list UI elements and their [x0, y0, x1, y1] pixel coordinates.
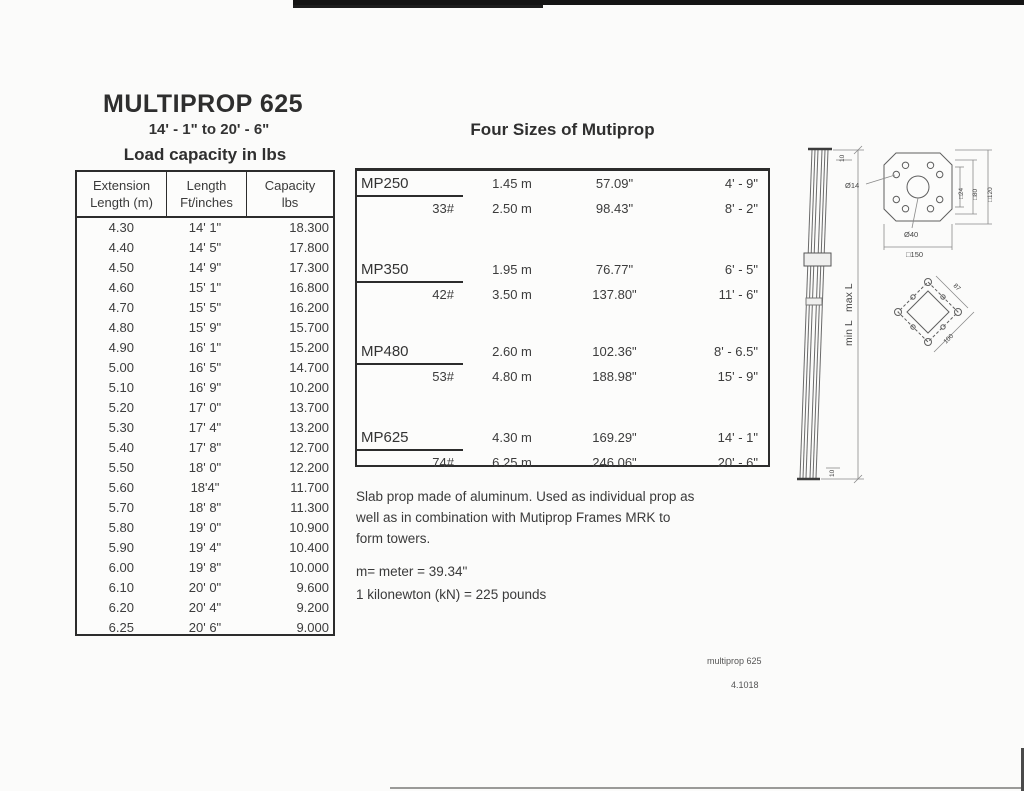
cell-extension-length: 4.90 [108, 340, 134, 355]
size-group [357, 172, 768, 221]
cell-capacity: 10.200 [289, 380, 329, 395]
cell-length-ftinches: 15' 5" [188, 300, 222, 315]
footer-doc-name: multiprop 625 [707, 656, 762, 666]
size-weight-row [357, 451, 768, 475]
meter-conversion: m= meter = 39.34" [356, 564, 468, 579]
size-weight-row [357, 365, 768, 389]
header-line: Extension [92, 178, 151, 193]
closed-length-inches: 169.29" [592, 430, 637, 445]
cell-extension-length: 4.30 [108, 220, 134, 235]
max-l-label: max L [843, 283, 855, 312]
table-row [77, 338, 333, 358]
cell-capacity: 15.200 [289, 340, 329, 355]
cell-length-ftinches: 19' 0" [188, 520, 222, 535]
table-row [77, 498, 333, 518]
head-plate-detail [884, 153, 952, 221]
table-row [77, 578, 333, 598]
prop-elevation-drawing [797, 149, 832, 479]
description-note: Slab prop made of aluminum. Used as individual prop as well as in combination with Mutiprop Frames MRK to form towers. [356, 489, 695, 546]
scan-artifact-bottom [390, 787, 1024, 789]
load-capacity-table [75, 170, 335, 636]
sizes-table [355, 168, 770, 470]
extended-length-m: 6.25 m [492, 455, 532, 470]
cell-extension-length: 5.80 [108, 520, 134, 535]
closed-length-inches: 57.09" [595, 176, 634, 191]
cell-length-ftinches: 20' 6" [188, 620, 222, 635]
cell-extension-length: 4.50 [108, 260, 134, 275]
table-row [77, 558, 333, 578]
bottom-thickness-label: 10 [829, 469, 836, 477]
cell-extension-length: 5.30 [108, 420, 134, 435]
cell-capacity: 12.700 [289, 440, 329, 455]
scan-artifact-top-notch [293, 5, 543, 8]
closed-length-ftin: 4' - 9" [724, 176, 758, 191]
cell-length-ftinches: 17' 8" [188, 440, 222, 455]
size-name-row [357, 172, 768, 196]
cell-extension-length: 5.00 [108, 360, 134, 375]
load-table-title: Load capacity in lbs [123, 145, 287, 164]
square-80-label: □80 [972, 188, 979, 200]
cell-extension-length: 4.60 [108, 280, 134, 295]
cell-capacity: 9.600 [296, 580, 329, 595]
header-extension-length [77, 172, 167, 216]
cell-capacity: 17.800 [289, 240, 329, 255]
cell-length-ftinches: 14' 9" [188, 260, 222, 275]
closed-length-m: 1.45 m [492, 176, 532, 191]
size-name: MP350 [361, 261, 409, 278]
cell-length-ftinches: 20' 4" [188, 600, 222, 615]
closed-length-m: 2.60 m [492, 344, 532, 359]
section-87-label: 87 [951, 282, 962, 293]
square-120-label: □120 [987, 187, 994, 202]
cell-length-ftinches: 20' 0" [188, 580, 222, 595]
cell-capacity: 11.300 [290, 500, 329, 515]
cell-length-ftinches: 19' 4" [188, 540, 222, 555]
table-row [77, 478, 333, 498]
extended-length-ftin: 11' - 6" [718, 287, 758, 302]
header-line: Ft/inches [180, 195, 233, 210]
conversion-notes [356, 560, 546, 606]
closed-length-m: 1.95 m [492, 262, 532, 277]
plate-width-label: □150 [906, 250, 924, 259]
extended-length-inches: 188.98" [592, 369, 637, 384]
header-line: lbs [281, 195, 299, 210]
cell-length-ftinches: 15' 1" [188, 280, 222, 295]
cell-capacity: 17.300 [289, 260, 329, 275]
closed-length-ftin: 8' - 6.5" [714, 344, 758, 359]
cell-extension-length: 5.40 [108, 440, 134, 455]
cell-length-ftinches: 18'4" [190, 480, 220, 495]
cell-length-ftinches: 17' 0" [188, 400, 222, 415]
cell-extension-length: 5.20 [108, 400, 134, 415]
cell-extension-length: 5.50 [108, 460, 134, 475]
size-weight: 74# [432, 455, 454, 470]
cell-extension-length: 6.10 [108, 580, 134, 595]
cell-length-ftinches: 14' 5" [188, 240, 222, 255]
extended-length-m: 2.50 m [492, 201, 532, 216]
cell-capacity: 13.700 [289, 400, 329, 415]
table-row [77, 318, 333, 338]
extended-length-ftin: 20' - 6" [717, 455, 758, 470]
table-row [77, 438, 333, 458]
size-weight: 33# [432, 201, 454, 216]
extended-length-inches: 98.43" [595, 201, 634, 216]
min-l-label: min L [843, 320, 855, 346]
cell-extension-length: 4.40 [108, 240, 134, 255]
hole-diameter-label: Ø14 [845, 181, 860, 190]
sizes-title: Four Sizes of Mutiprop [470, 120, 655, 139]
cell-capacity: 15.700 [289, 320, 329, 335]
cell-length-ftinches: 14' 1" [188, 220, 222, 235]
closed-length-inches: 102.36" [592, 344, 637, 359]
cell-capacity: 11.700 [290, 480, 329, 495]
size-name: MP625 [361, 429, 409, 446]
kilonewton-conversion: 1 kilonewton (kN) = 225 pounds [356, 587, 547, 602]
size-weight-row [357, 283, 768, 307]
prop-technical-drawing [788, 140, 1024, 520]
cell-extension-length: 6.20 [108, 600, 134, 615]
size-name: MP480 [361, 343, 409, 360]
cell-capacity: 13.200 [289, 420, 329, 435]
table-row [77, 518, 333, 538]
table-row [77, 458, 333, 478]
extended-length-ftin: 8' - 2" [724, 201, 758, 216]
header-length-ftinches [167, 172, 247, 216]
cell-capacity: 10.900 [289, 520, 329, 535]
length-dimension [821, 146, 864, 483]
load-table-header [77, 172, 333, 218]
page-subtitle: 14' - 1" to 20' - 6" [148, 121, 270, 138]
closed-length-ftin: 6' - 5" [724, 262, 758, 277]
size-group [357, 426, 768, 475]
cell-extension-length: 4.70 [108, 300, 134, 315]
center-hole-label: Ø40 [904, 230, 919, 239]
table-row [77, 618, 333, 638]
table-row [77, 598, 333, 618]
size-name: MP250 [361, 175, 409, 192]
size-group [357, 258, 768, 307]
cell-extension-length: 5.90 [108, 540, 134, 555]
cell-length-ftinches: 16' 5" [188, 360, 222, 375]
extended-length-m: 4.80 m [492, 369, 532, 384]
size-name-row [357, 340, 768, 364]
closed-length-inches: 76.77" [595, 262, 634, 277]
cell-extension-length: 4.80 [108, 320, 134, 335]
size-name-row [357, 426, 768, 450]
cell-length-ftinches: 16' 9" [188, 380, 222, 395]
header-line: Length (m) [90, 195, 153, 210]
top-thickness-label: 10 [839, 154, 846, 162]
table-row [77, 278, 333, 298]
size-weight: 42# [432, 287, 454, 302]
table-row [77, 298, 333, 318]
table-row [77, 218, 333, 238]
square-24-label: □24 [958, 187, 965, 199]
header-line: Capacity [264, 178, 316, 193]
cell-capacity: 9.200 [296, 600, 329, 615]
cell-extension-length: 5.70 [108, 500, 134, 515]
extended-length-ftin: 15' - 9" [717, 369, 758, 384]
table-row [77, 538, 333, 558]
extended-length-inches: 137.80" [592, 287, 637, 302]
cell-extension-length: 6.00 [108, 560, 134, 575]
cell-length-ftinches: 19' 8" [188, 560, 222, 575]
footer-doc-number: 4.1018 [731, 680, 759, 690]
size-weight: 53# [432, 369, 454, 384]
table-row [77, 378, 333, 398]
table-row [77, 358, 333, 378]
cell-extension-length: 5.10 [108, 380, 134, 395]
cell-length-ftinches: 15' 9" [188, 320, 222, 335]
cell-capacity: 16.800 [289, 280, 329, 295]
page-title: MULTIPROP 625 [103, 90, 304, 118]
table-row [77, 238, 333, 258]
cell-capacity: 18.300 [289, 220, 329, 235]
size-weight-row [357, 197, 768, 221]
table-row [77, 398, 333, 418]
table-row [77, 258, 333, 278]
closed-length-ftin: 14' - 1" [717, 430, 758, 445]
cell-capacity: 9.000 [296, 620, 329, 635]
cell-extension-length: 5.60 [108, 480, 134, 495]
extended-length-inches: 246.06" [592, 455, 637, 470]
cell-length-ftinches: 16' 1" [188, 340, 222, 355]
cell-capacity: 14.700 [289, 360, 329, 375]
load-table-body [77, 218, 333, 638]
extended-length-m: 3.50 m [492, 287, 532, 302]
section-100-label: 100 [942, 332, 956, 346]
table-row [77, 418, 333, 438]
header-line: Length [186, 178, 227, 193]
size-group [357, 340, 768, 389]
closed-length-m: 4.30 m [492, 430, 532, 445]
size-name-row [357, 258, 768, 282]
header-capacity-lbs [247, 172, 333, 216]
cell-length-ftinches: 18' 0" [188, 460, 222, 475]
cell-length-ftinches: 18' 8" [188, 500, 222, 515]
cell-length-ftinches: 17' 4" [188, 420, 222, 435]
cell-extension-length: 6.25 [108, 620, 134, 635]
cell-capacity: 12.200 [289, 460, 329, 475]
cell-capacity: 16.200 [289, 300, 329, 315]
cell-capacity: 10.000 [289, 560, 329, 575]
cell-capacity: 10.400 [289, 540, 329, 555]
